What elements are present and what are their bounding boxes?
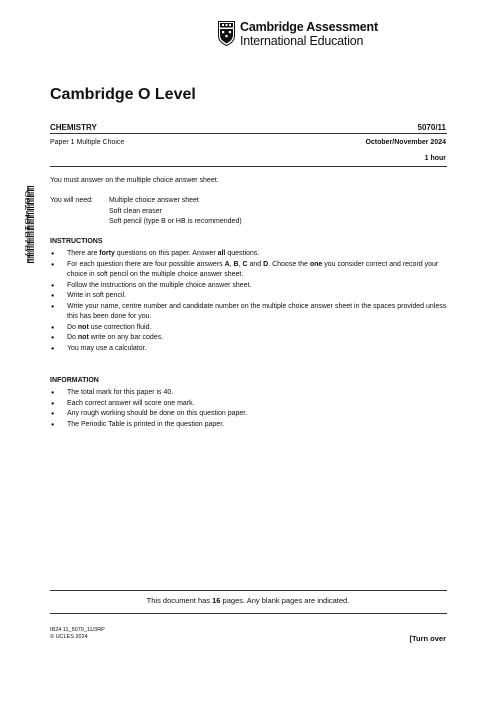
you-will-need-label: You will need: [50, 197, 93, 204]
information-item: ● The Periodic Table is printed in the question paper. [50, 420, 448, 431]
turn-over-label: [Turn over [409, 634, 446, 643]
instruction-item: ● Do not write on any bar codes. [50, 333, 448, 344]
copyright: © UCLES 2024 [50, 634, 88, 640]
subject-name: CHEMISTRY [50, 123, 97, 132]
instruction-item: ● For each question there are four possible answers A, B, C and D. Choose the one you consider correct and record your choice in soft pencil on the multiple choice answer sheet. [50, 260, 448, 281]
paper-title: Paper 1 Multiple Choice [50, 139, 125, 146]
information-heading: INFORMATION [50, 377, 99, 384]
logo-line-2: International Education [240, 34, 364, 48]
information-item: ● Any rough working should be done on this question paper. [50, 409, 448, 420]
instructions-list [50, 249, 448, 354]
need-item: Multiple choice answer sheet [109, 197, 199, 204]
footer-divider-2 [50, 613, 447, 614]
information-list [50, 388, 448, 430]
exam-duration: 1 hour [424, 155, 446, 162]
barcode-text: *0824618787* [23, 186, 30, 226]
candidate-barcode [18, 186, 34, 263]
barcode-graphic [18, 186, 34, 263]
instructions-heading: INSTRUCTIONS [50, 238, 103, 245]
information-item: ● Each correct answer will score one mark. [50, 399, 448, 410]
cambridge-shield-icon [218, 21, 235, 46]
cambridge-logo [218, 20, 378, 50]
you-will-need-list [109, 195, 242, 227]
exam-session: October/November 2024 [365, 139, 446, 146]
need-item: Soft pencil (type B or HB is recommended) [109, 218, 242, 225]
instruction-item: ● Do not use correction fluid. [50, 323, 448, 334]
header-divider [50, 133, 447, 134]
instruction-item: ● There are forty questions on this paper. Answer all questions. [50, 249, 448, 260]
page-count-note: This document has 16 pages. Any blank pages are indicated. [146, 596, 350, 605]
header-divider-2 [50, 166, 447, 167]
document-code: IB24 11_5070_11/3RP [50, 627, 105, 633]
logo-line-1: Cambridge Assessment [240, 20, 378, 34]
paper-code: 5070/11 [417, 123, 446, 132]
qualification-title: Cambridge O Level [50, 86, 196, 103]
footer-divider [50, 590, 447, 591]
need-item: Soft clean eraser [109, 207, 162, 215]
document-code-block [50, 627, 105, 641]
instruction-item: ● Follow the instructions on the multiple choice answer sheet. [50, 281, 448, 292]
information-item: ● The total mark for this paper is 40. [50, 388, 448, 399]
instruction-item: ● You may use a calculator. [50, 344, 448, 355]
instruction-item: ● Write your name, centre number and candidate number on the multiple choice answer sheet in the spaces provided unless this has been done for you. [50, 302, 448, 323]
answer-note: You must answer on the multiple choice answer sheet. [50, 177, 219, 184]
instruction-item: ● Write in soft pencil. [50, 291, 448, 302]
